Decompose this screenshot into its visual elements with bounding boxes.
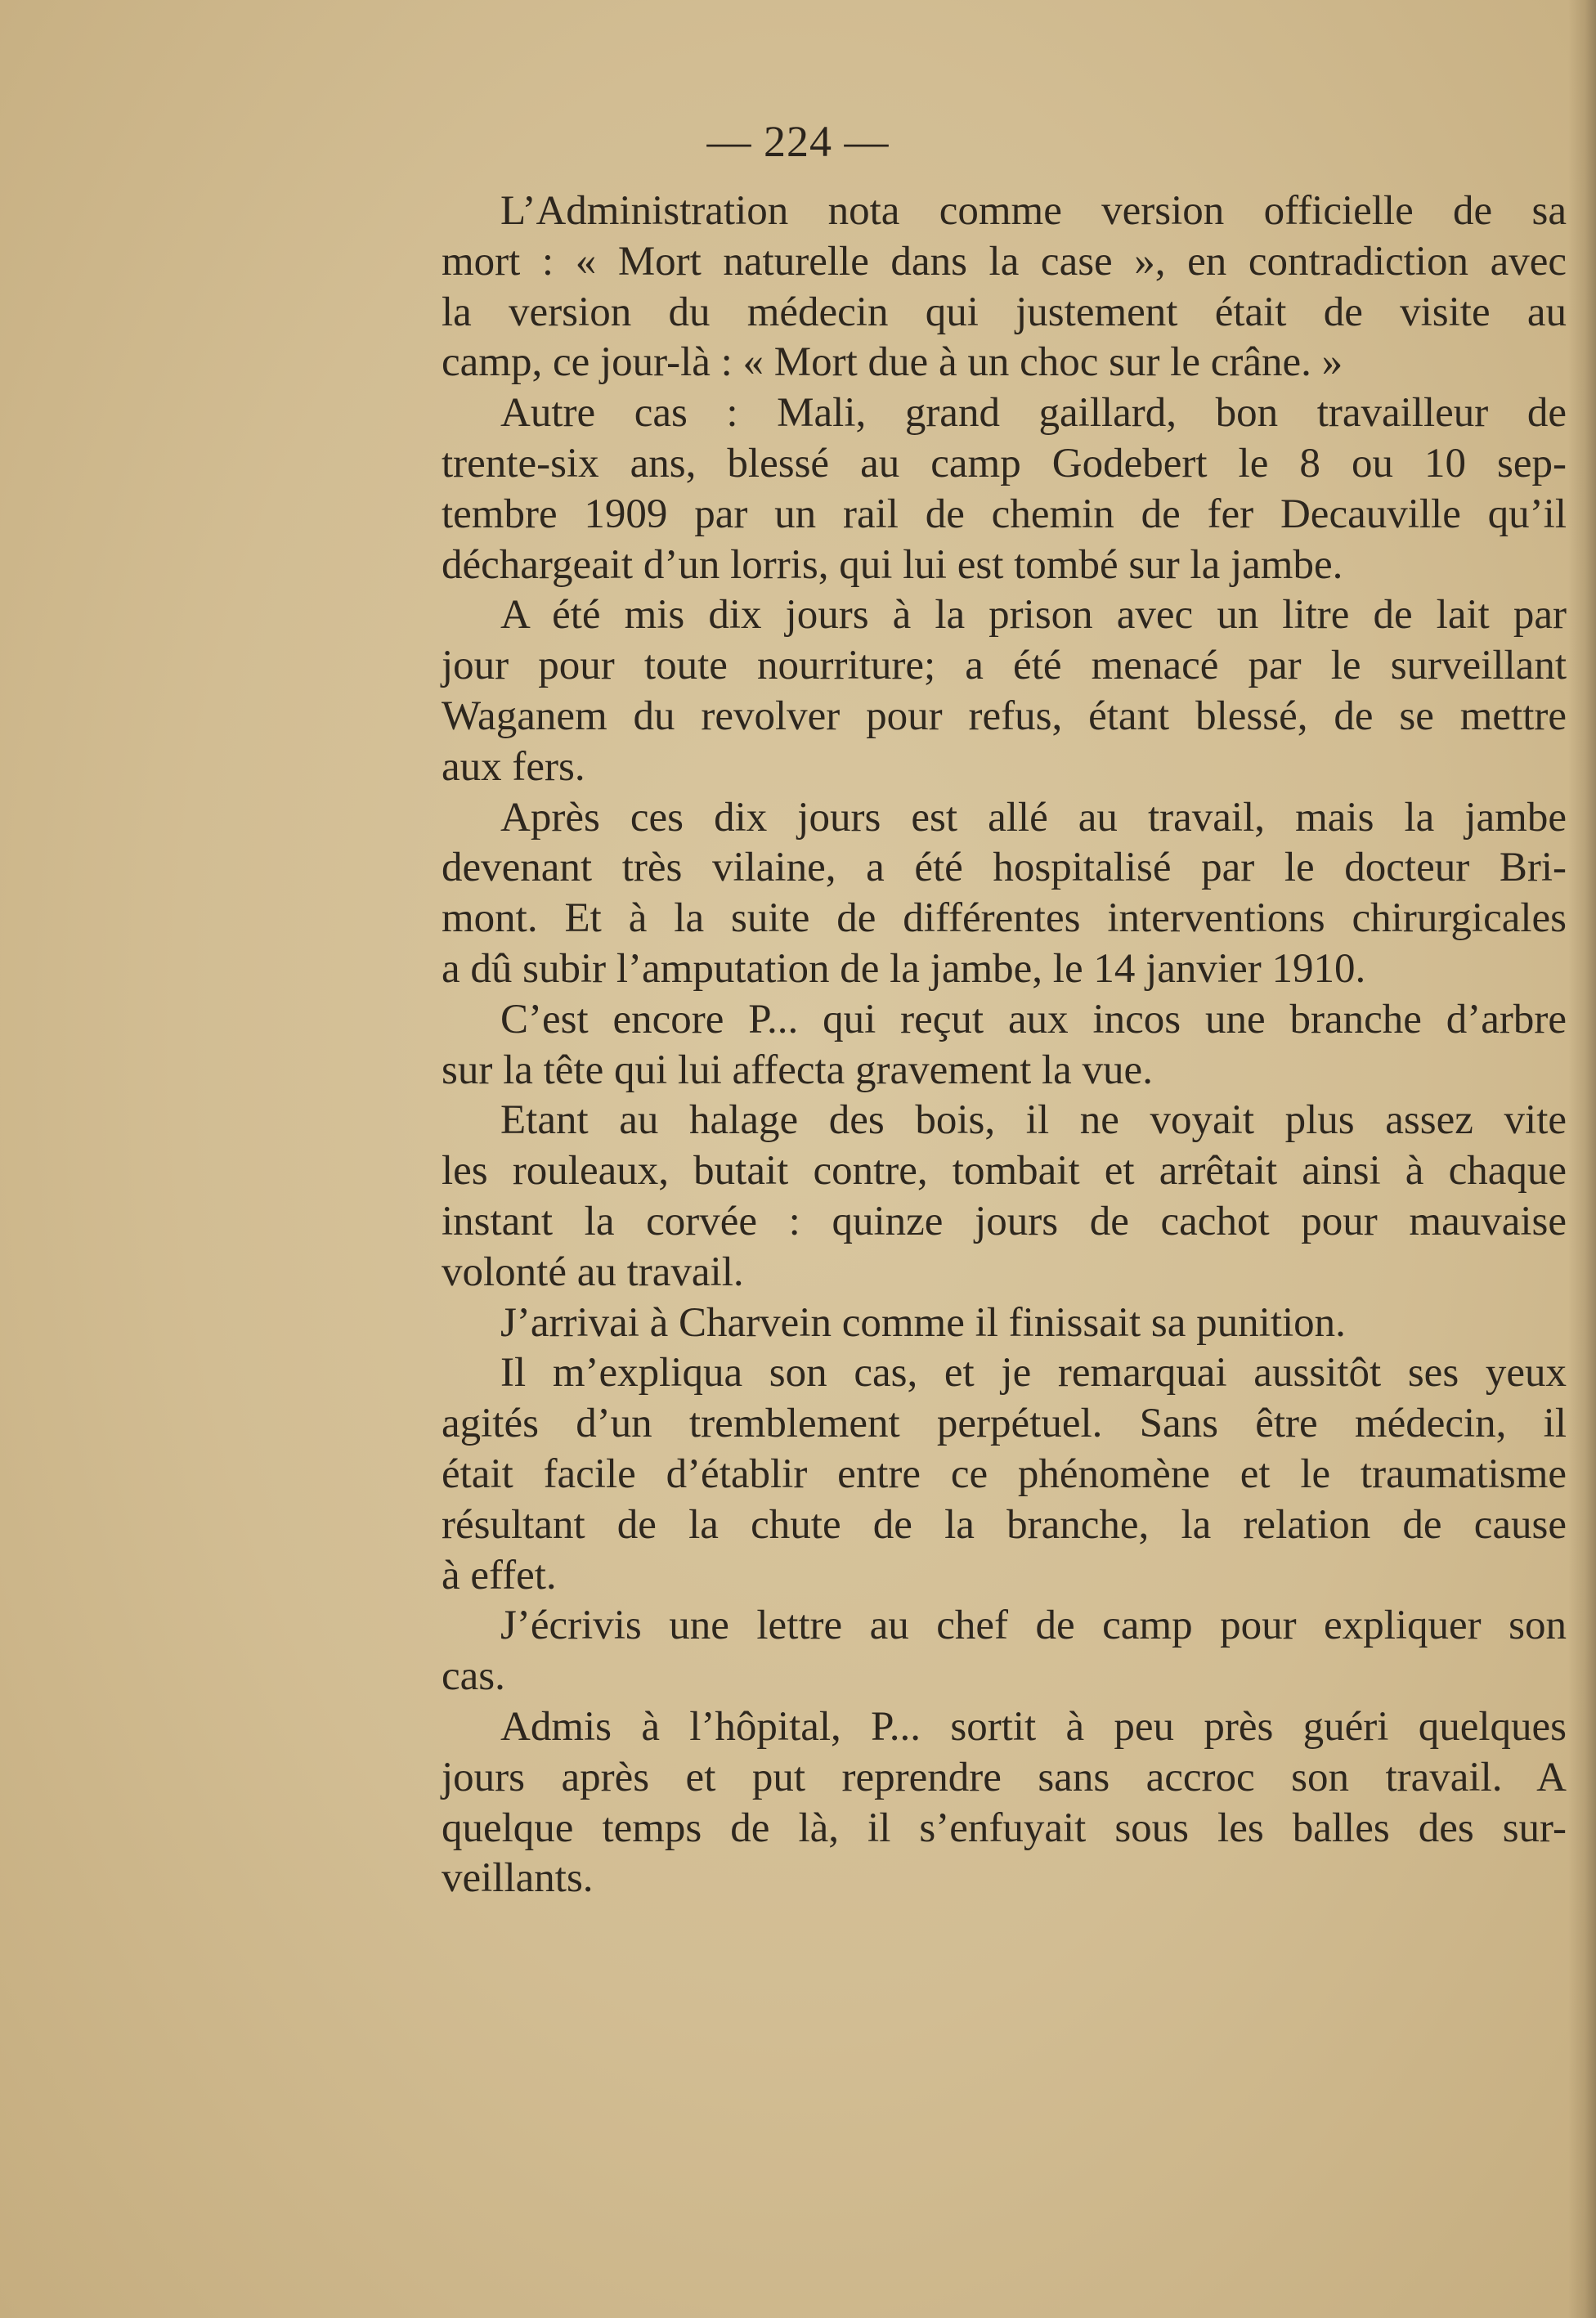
text-line: jours après et put reprendre sans accroc son travail. A — [442, 1754, 1567, 1800]
page-number: — 224 — — [706, 117, 890, 166]
paragraph — [383, 388, 1567, 590]
paragraph — [383, 793, 1567, 995]
text-line: C’est encore P... qui reçut aux incos une branche d’arbre — [500, 996, 1567, 1042]
text-line: trente-six ans, blessé au camp Godebert le 8 ou 10 sep- — [442, 440, 1567, 486]
text-line: à effet. — [442, 1552, 557, 1598]
text-line: cas. — [442, 1653, 505, 1700]
text-line: agités d’un tremblement perpétuel. Sans être médecin, il — [442, 1401, 1567, 1447]
text-line: Etant au halage des bois, il ne voyait plus assez vite — [500, 1097, 1567, 1144]
text-line: aux fers. — [442, 743, 585, 790]
text-line: veillants. — [442, 1855, 594, 1902]
text-line: tembre 1909 par un rail de chemin de fer Decauville qu’il — [442, 491, 1567, 537]
text-line: A été mis dix jours à la prison avec un litre de lait par — [500, 592, 1567, 639]
text-line: quelque temps de là, il s’enfuyait sous les balles des sur- — [442, 1805, 1567, 1851]
paragraph — [383, 1096, 1567, 1298]
paragraph — [383, 995, 1567, 1096]
text-line: camp, ce jour-là : « Mort due à un choc sur le crâne. » — [442, 339, 1343, 386]
text-line: instant la corvée : quinze jours de cachot pour mauvaise — [442, 1198, 1567, 1244]
text-line: résultant de la chute de la branche, la relation de cause — [442, 1501, 1567, 1548]
text-line: déchargeait d’un lorris, qui lui est tombé sur la jambe. — [442, 541, 1343, 588]
text-line: mont. Et à la suite de différentes interventions chirurgicales — [442, 895, 1567, 942]
text-line: volonté au travail. — [442, 1249, 744, 1295]
text-line: Il m’expliqua son cas, et je remarquai aussitôt ses yeux — [500, 1350, 1567, 1397]
text-line: Admis à l’hôpital, P... sortit à peu près guéri quelques — [500, 1703, 1567, 1750]
text-line: Waganem du revolver pour refus, étant blessé, de se mettre — [442, 693, 1567, 739]
text-line: devenant très vilaine, a été hospitalisé par le docteur Bri- — [442, 845, 1567, 891]
paragraph — [383, 1298, 1567, 1349]
page-body — [383, 186, 1567, 1904]
text-line: mort : « Mort naturelle dans la case », en contradiction avec — [442, 238, 1567, 285]
paragraph — [383, 1601, 1567, 1702]
text-line: a dû subir l’amputation de la jambe, le 14 janvier 1910. — [442, 945, 1366, 992]
text-line: J’arrivai à Charvein comme il finissait sa punition. — [500, 1299, 1346, 1346]
text-line: les rouleaux, butait contre, tombait et arrêtait ainsi à chaque — [442, 1148, 1567, 1195]
text-line: la version du médecin qui justement était de visite au — [442, 289, 1567, 335]
page-edge-shadow — [1568, 0, 1596, 2318]
text-line: Autre cas : Mali, grand gaillard, bon travailleur de — [500, 390, 1567, 437]
text-line: J’écrivis une lettre au chef de camp pour expliquer son — [500, 1603, 1567, 1649]
text-line: jour pour toute nourriture; a été menacé par le surveillant — [442, 643, 1567, 689]
paragraph — [383, 590, 1567, 792]
text-line: Après ces dix jours est allé au travail, mais la jambe — [500, 794, 1567, 841]
text-line: sur la tête qui lui affecta gravement la vue. — [442, 1047, 1153, 1093]
text-line: était facile d’établir entre ce phénomène et le traumatisme — [442, 1450, 1567, 1497]
paragraph — [383, 186, 1567, 388]
paragraph — [383, 1702, 1567, 1904]
paragraph — [383, 1348, 1567, 1601]
text-line: L’Administration nota comme version officielle de sa — [500, 188, 1567, 234]
